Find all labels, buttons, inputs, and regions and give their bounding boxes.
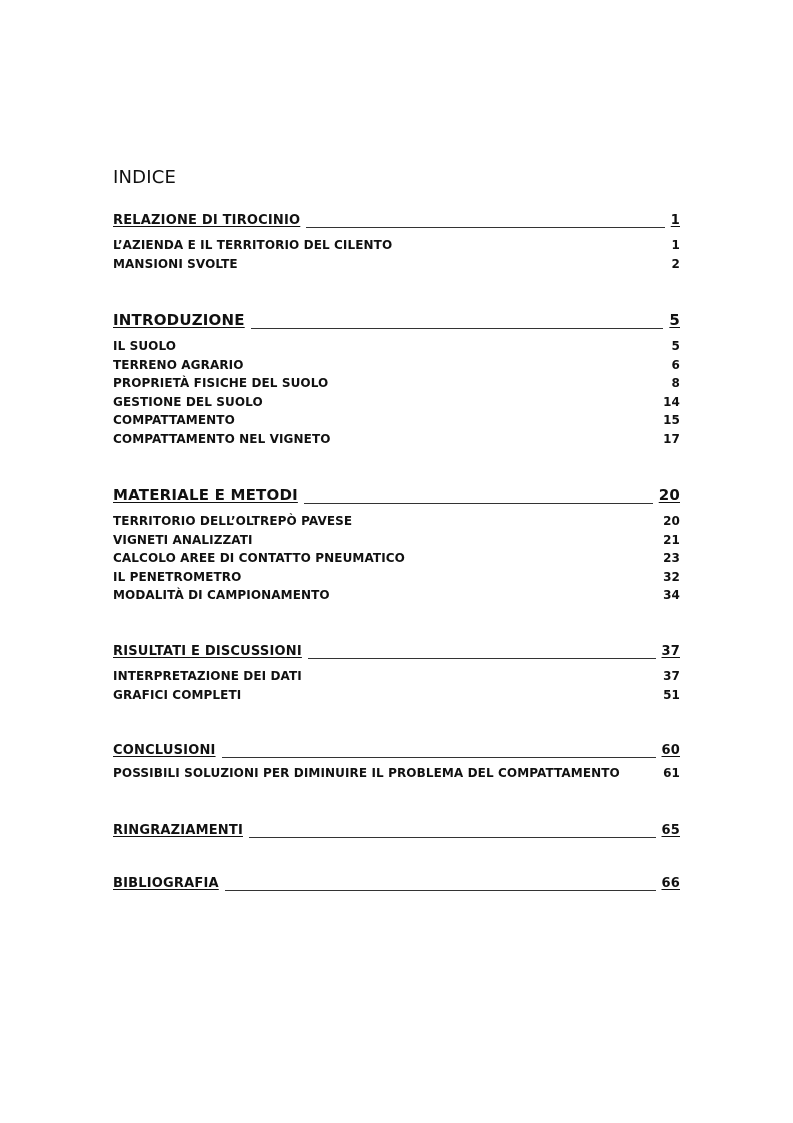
section-heading[interactable] — [113, 307, 680, 329]
section-heading[interactable] — [113, 871, 680, 891]
toc-entry[interactable] — [113, 512, 680, 531]
entry-page: 51 — [663, 687, 680, 702]
section-title: CONCLUSIONI — [113, 743, 222, 758]
section-title: RISULTATI E DISCUSSIONI — [113, 644, 308, 659]
entry-title: POSSIBILI SOLUZIONI PER DIMINUIRE IL PROBLEMA DEL COMPATTAMENTO — [113, 766, 620, 780]
toc-section — [113, 482, 680, 605]
toc-section — [113, 818, 680, 838]
entry-title: GRAFICI COMPLETI — [113, 687, 242, 702]
entry-page: 23 — [663, 551, 680, 566]
section-page: 60 — [656, 743, 681, 758]
entry-list — [113, 512, 680, 605]
section-title: BIBLIOGRAFIA — [113, 876, 225, 891]
entry-page: 8 — [671, 376, 680, 391]
entry-page: 1 — [671, 238, 680, 252]
entry-list — [113, 764, 680, 783]
section-heading[interactable] — [113, 208, 680, 228]
entry-title: TERRITORIO DELL’OLTREPÒ PAVESE — [113, 514, 353, 528]
section-title: MATERIALE E METODI — [113, 486, 304, 504]
entry-page: 21 — [663, 532, 680, 547]
section-heading[interactable] — [113, 482, 680, 504]
entry-list — [113, 236, 680, 273]
entry-page: 32 — [663, 569, 680, 584]
toc-entry[interactable] — [113, 255, 680, 274]
section-page: 66 — [656, 876, 681, 891]
entry-list — [113, 337, 680, 449]
entry-title: IL SUOLO — [113, 339, 177, 353]
toc-section — [113, 639, 680, 704]
toc-entry[interactable] — [113, 764, 680, 783]
entry-page: 17 — [663, 431, 680, 446]
entry-page: 14 — [663, 394, 680, 409]
entry-list — [113, 667, 680, 704]
entry-title: MODALITÀ DI CAMPIONAMENTO — [113, 588, 330, 603]
entry-title: L’AZIENDA E IL TERRITORIO DEL CILENTO — [113, 238, 393, 252]
toc-entry[interactable] — [113, 337, 680, 356]
section-page: 1 — [665, 213, 680, 228]
entry-title: COMPATTAMENTO — [113, 413, 235, 428]
toc-section — [113, 307, 680, 449]
toc-entry[interactable] — [113, 356, 680, 375]
toc-entry[interactable] — [113, 374, 680, 393]
toc-title: INDICE — [113, 167, 177, 188]
entry-page: 2 — [671, 256, 680, 271]
toc-entry[interactable] — [113, 531, 680, 550]
entry-title: GESTIONE DEL SUOLO — [113, 394, 263, 409]
entry-title: VIGNETI ANALIZZATI — [113, 532, 253, 547]
entry-title: CALCOLO AREE DI CONTATTO PNEUMATICO — [113, 551, 405, 566]
section-page: 20 — [653, 486, 680, 504]
entry-title: IL PENETROMETRO — [113, 569, 242, 584]
toc-entry[interactable] — [113, 686, 680, 705]
entry-page: 5 — [671, 339, 680, 353]
section-heading[interactable] — [113, 818, 680, 838]
entry-page: 37 — [663, 669, 680, 683]
toc-entry[interactable] — [113, 568, 680, 587]
entry-page: 15 — [663, 413, 680, 428]
toc-entry[interactable] — [113, 586, 680, 605]
toc-entry[interactable] — [113, 667, 680, 686]
entry-page: 34 — [663, 588, 680, 603]
entry-title: MANSIONI SVOLTE — [113, 256, 238, 271]
entry-page: 6 — [671, 357, 680, 372]
entry-title: INTERPRETAZIONE DEI DATI — [113, 669, 302, 683]
section-page: 37 — [656, 644, 681, 659]
section-title: INTRODUZIONE — [113, 311, 251, 329]
entry-title: PROPRIETÀ FISICHE DEL SUOLO — [113, 376, 329, 391]
entry-page: 20 — [663, 514, 680, 528]
toc-section — [113, 738, 680, 783]
section-page: 65 — [656, 823, 681, 838]
toc-entry[interactable] — [113, 393, 680, 412]
section-title: RINGRAZIAMENTI — [113, 823, 249, 838]
toc-entry[interactable] — [113, 411, 680, 430]
section-heading[interactable] — [113, 738, 680, 758]
entry-title: COMPATTAMENTO NEL VIGNETO — [113, 431, 331, 446]
section-title: RELAZIONE DI TIROCINIO — [113, 213, 306, 228]
section-heading[interactable] — [113, 639, 680, 659]
toc-entry[interactable] — [113, 430, 680, 449]
toc-entry[interactable] — [113, 549, 680, 568]
toc-entry[interactable] — [113, 236, 680, 255]
section-page: 5 — [663, 311, 680, 329]
entry-title: TERRENO AGRARIO — [113, 357, 244, 372]
entry-page: 61 — [663, 766, 680, 780]
toc-section — [113, 871, 680, 891]
toc-section — [113, 208, 680, 273]
